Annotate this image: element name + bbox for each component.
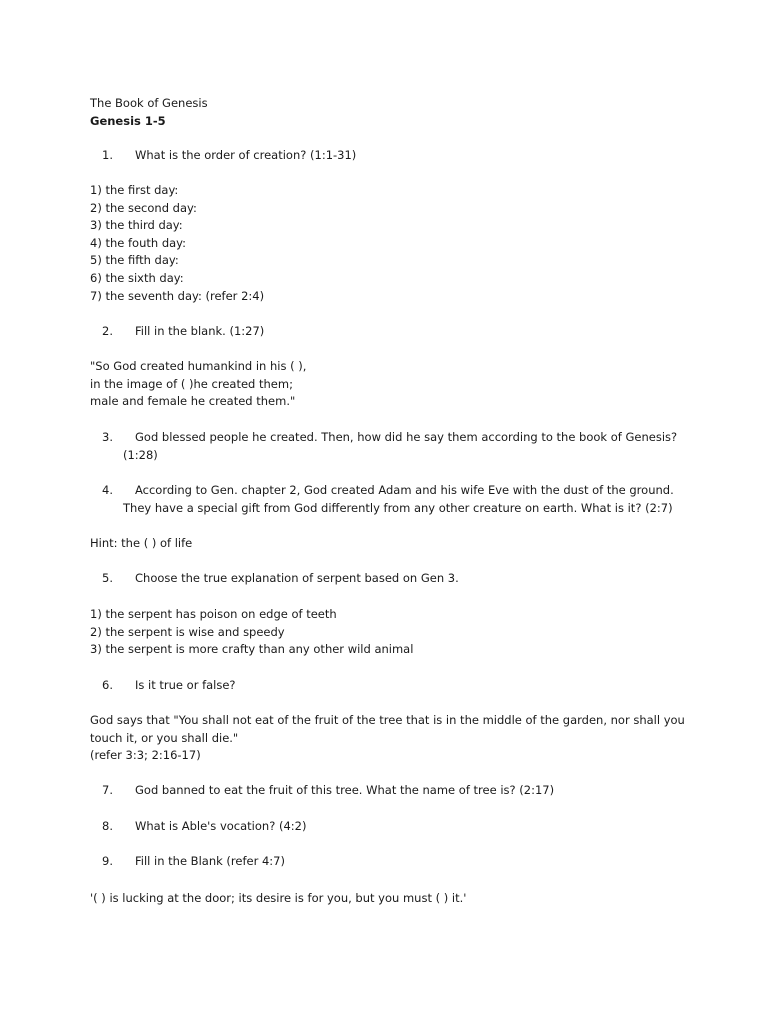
question-text: Fill in the blank. (1:27) (135, 324, 265, 338)
list-item: 2) the serpent is wise and speedy (90, 624, 285, 639)
options-list (90, 606, 690, 659)
question-text: What is Able's vocation? (4:2) (135, 819, 307, 833)
question-number: 2. (102, 324, 113, 338)
days-list (90, 182, 690, 305)
question-number: 8. (102, 819, 113, 833)
question-number: 4. (102, 483, 113, 497)
quote-line: in the image of ( )he created them; (90, 376, 293, 391)
question-text: Choose the true explanation of serpent based on Gen 3. (135, 571, 459, 585)
statement-line: God says that "You shall not eat of the fruit of the tree that is in the middle of the garden, nor shall you (90, 713, 685, 727)
question-text-continued: (1:28) (123, 447, 158, 462)
question-text: God banned to eat the fruit of this tree. What the name of tree is? (2:17) (135, 783, 555, 797)
quote-block-2 (90, 890, 690, 908)
statement-block (90, 712, 690, 765)
hint-line: Hint: the ( ) of life (90, 536, 193, 550)
quote-line: "So God created humankind in his ( ), (90, 359, 307, 373)
question-text: Fill in the Blank (refer 4:7) (135, 854, 285, 868)
question-number: 3. (102, 430, 113, 444)
quote-line: male and female he created them." (90, 394, 296, 409)
list-item: 5) the fifth day: (90, 253, 179, 268)
list-item: 6) the sixth day: (90, 270, 184, 285)
question-number: 9. (102, 854, 113, 868)
list-item: 3) the third day: (90, 218, 183, 233)
quote-block (90, 358, 690, 411)
question-text: According to Gen. chapter 2, God created Adam and his wife Eve with the dust of the ground. (135, 483, 674, 497)
quote-line: '( ) is lucking at the door; its desire is for you, but you must ( ) it.' (90, 891, 467, 905)
question-text: What is the order of creation? (1:1-31) (135, 148, 357, 162)
question-number: 7. (102, 783, 113, 797)
doc-subtitle: Genesis 1-5 (90, 113, 166, 128)
list-item: 1) the serpent has poison on edge of teeth (90, 607, 337, 621)
question-number: 5. (102, 571, 113, 585)
hint-text (90, 535, 690, 553)
statement-line: touch it, or you shall die." (90, 730, 239, 745)
statement-line: (refer 3:3; 2:16-17) (90, 748, 201, 763)
question-text-continued: They have a special gift from God differently from any other creature on earth. What is it? (2:7) (123, 500, 673, 515)
list-item: 2) the second day: (90, 200, 197, 215)
question-number: 1. (102, 148, 113, 162)
list-item: 3) the serpent is more crafty than any other wild animal (90, 642, 414, 657)
list-item: 1) the first day: (90, 183, 179, 197)
list-item: 7) the seventh day: (refer 2:4) (90, 288, 265, 303)
question-text: God blessed people he created. Then, how did he say them according to the book of Genesis? (135, 430, 678, 444)
list-item: 4) the fouth day: (90, 235, 187, 250)
question-text: Is it true or false? (135, 678, 236, 692)
question-number: 6. (102, 678, 113, 692)
doc-title: The Book of Genesis (90, 96, 208, 110)
doc-header (90, 95, 690, 130)
